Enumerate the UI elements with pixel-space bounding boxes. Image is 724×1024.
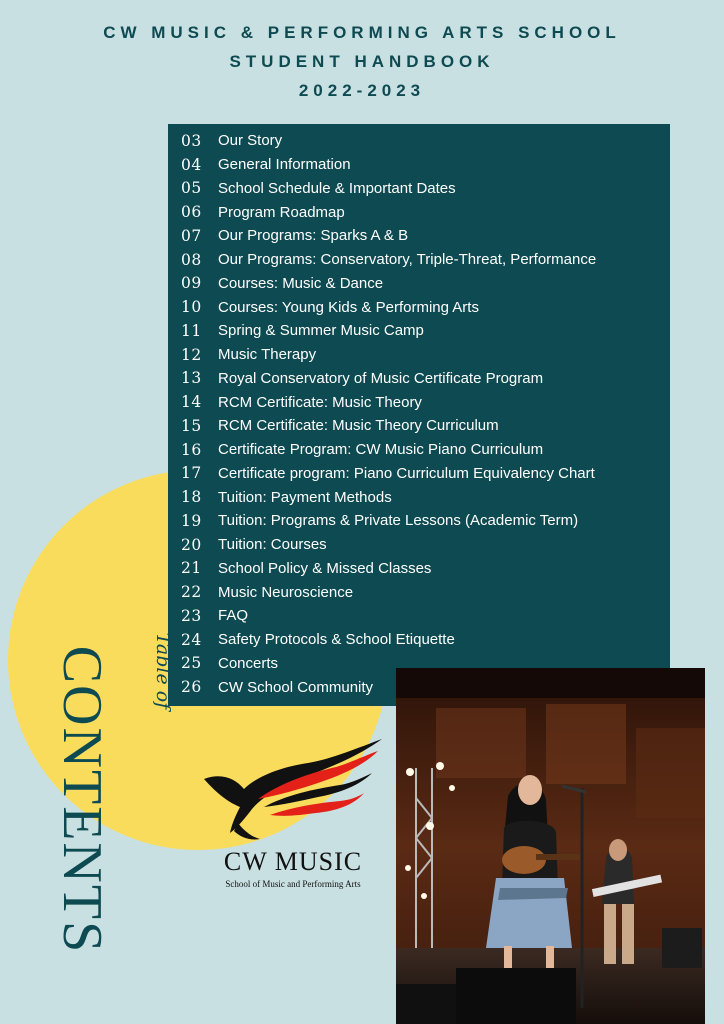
toc-page-number: 10 bbox=[181, 298, 202, 317]
toc-row bbox=[168, 177, 670, 201]
toc-row bbox=[168, 462, 670, 486]
toc-page-number: 03 bbox=[181, 131, 202, 150]
toc-entry-title: Our Programs: Sparks A & B bbox=[218, 227, 409, 245]
toc-row bbox=[168, 485, 670, 509]
toc-row bbox=[168, 438, 670, 462]
toc-entry-title: RCM Certificate: Music Theory Curriculum bbox=[218, 417, 499, 435]
toc-page-number: 22 bbox=[181, 583, 202, 602]
toc-page-number: 11 bbox=[181, 321, 202, 340]
toc-page-number: 08 bbox=[181, 250, 202, 269]
toc-page-number: 17 bbox=[181, 464, 202, 483]
contents-heading: CONTENTS bbox=[51, 645, 113, 955]
toc-page-number: 09 bbox=[181, 274, 202, 293]
toc-page-number: 23 bbox=[181, 606, 202, 625]
toc-row bbox=[168, 604, 670, 628]
toc-row bbox=[168, 153, 670, 177]
toc-row bbox=[168, 343, 670, 367]
toc-entry-title: Certificate Program: CW Music Piano Curriculum bbox=[218, 441, 544, 459]
toc-page-number: 05 bbox=[181, 179, 202, 198]
toc-page-number: 07 bbox=[181, 226, 202, 245]
toc-entry-title: Music Therapy bbox=[218, 346, 317, 364]
toc-page-number: 06 bbox=[181, 203, 202, 222]
toc-row bbox=[168, 129, 670, 153]
toc-row bbox=[168, 272, 670, 296]
toc-row bbox=[168, 390, 670, 414]
toc-page-number: 16 bbox=[181, 440, 202, 459]
toc-entry-title: Certificate program: Piano Curriculum Equivalency Chart bbox=[218, 464, 595, 482]
table-of-script-label: Table of bbox=[152, 632, 174, 710]
toc-entry-title: Safety Protocols & School Etiquette bbox=[218, 631, 455, 649]
cw-music-logo bbox=[200, 733, 386, 893]
toc-row bbox=[168, 248, 670, 272]
handbook-header bbox=[0, 18, 724, 105]
toc-row bbox=[168, 509, 670, 533]
toc-entry-title: Concerts bbox=[218, 654, 279, 672]
logo-name: CW MUSIC bbox=[223, 847, 363, 876]
toc-entry-title: Program Roadmap bbox=[218, 203, 345, 221]
toc-row bbox=[168, 414, 670, 438]
toc-row bbox=[168, 319, 670, 343]
toc-page-number: 14 bbox=[181, 393, 202, 412]
toc-page-number: 15 bbox=[181, 416, 202, 435]
toc-row bbox=[168, 580, 670, 604]
toc-entry-title: Courses: Music & Dance bbox=[218, 274, 384, 292]
toc-entry-title: General Information bbox=[218, 156, 351, 174]
toc-row bbox=[168, 557, 670, 581]
toc-page-number: 04 bbox=[181, 155, 202, 174]
toc-entry-title: Tuition: Courses bbox=[218, 536, 327, 554]
toc-row bbox=[168, 200, 670, 224]
toc-page-number: 12 bbox=[181, 345, 202, 364]
toc-entry-title: Spring & Summer Music Camp bbox=[218, 322, 424, 340]
toc-entry-title: Music Neuroscience bbox=[218, 583, 354, 601]
toc-entry-title: CW School Community bbox=[218, 678, 374, 696]
toc-row bbox=[168, 533, 670, 557]
toc-entry-title: Royal Conservatory of Music Certificate Program bbox=[218, 369, 544, 387]
toc-page-number: 13 bbox=[181, 369, 202, 388]
toc-page-number: 18 bbox=[181, 488, 202, 507]
header-school-name: CW MUSIC & PERFORMING ARTS SCHOOL bbox=[103, 23, 621, 42]
toc-page-number: 25 bbox=[181, 654, 202, 673]
toc-entry-title: Our Programs: Conservatory, Triple-Threat, Performance bbox=[218, 251, 597, 269]
toc-page-number: 21 bbox=[181, 559, 202, 578]
toc-page-number: 24 bbox=[181, 630, 202, 649]
table-of-contents-panel bbox=[168, 124, 670, 706]
toc-entry-title: Tuition: Payment Methods bbox=[218, 488, 392, 506]
toc-page-number: 26 bbox=[181, 678, 202, 697]
phoenix-logo-icon bbox=[200, 733, 386, 843]
toc-row bbox=[168, 224, 670, 248]
concert-photo bbox=[396, 668, 705, 1024]
toc-page-number: 20 bbox=[181, 535, 202, 554]
toc-entry-title: School Policy & Missed Classes bbox=[218, 559, 432, 577]
toc-entry-title: Courses: Young Kids & Performing Arts bbox=[218, 298, 479, 316]
toc-row bbox=[168, 367, 670, 391]
logo-tagline: School of Music and Performing Arts bbox=[225, 879, 361, 889]
toc-entry-title: RCM Certificate: Music Theory bbox=[218, 393, 422, 411]
concert-photo-illustration bbox=[396, 668, 705, 1024]
toc-entry-title: Tuition: Programs & Private Lessons (Academic Term) bbox=[218, 512, 579, 530]
toc-entry-title: School Schedule & Important Dates bbox=[218, 179, 456, 197]
toc-row bbox=[168, 295, 670, 319]
toc-list bbox=[168, 129, 670, 699]
header-handbook-title: STUDENT HANDBOOK bbox=[229, 52, 495, 71]
toc-entry-title: Our Story bbox=[218, 132, 283, 150]
toc-row bbox=[168, 628, 670, 652]
toc-entry-title: FAQ bbox=[218, 607, 249, 625]
toc-page-number: 19 bbox=[181, 511, 202, 530]
header-year: 2022-2023 bbox=[298, 81, 426, 100]
